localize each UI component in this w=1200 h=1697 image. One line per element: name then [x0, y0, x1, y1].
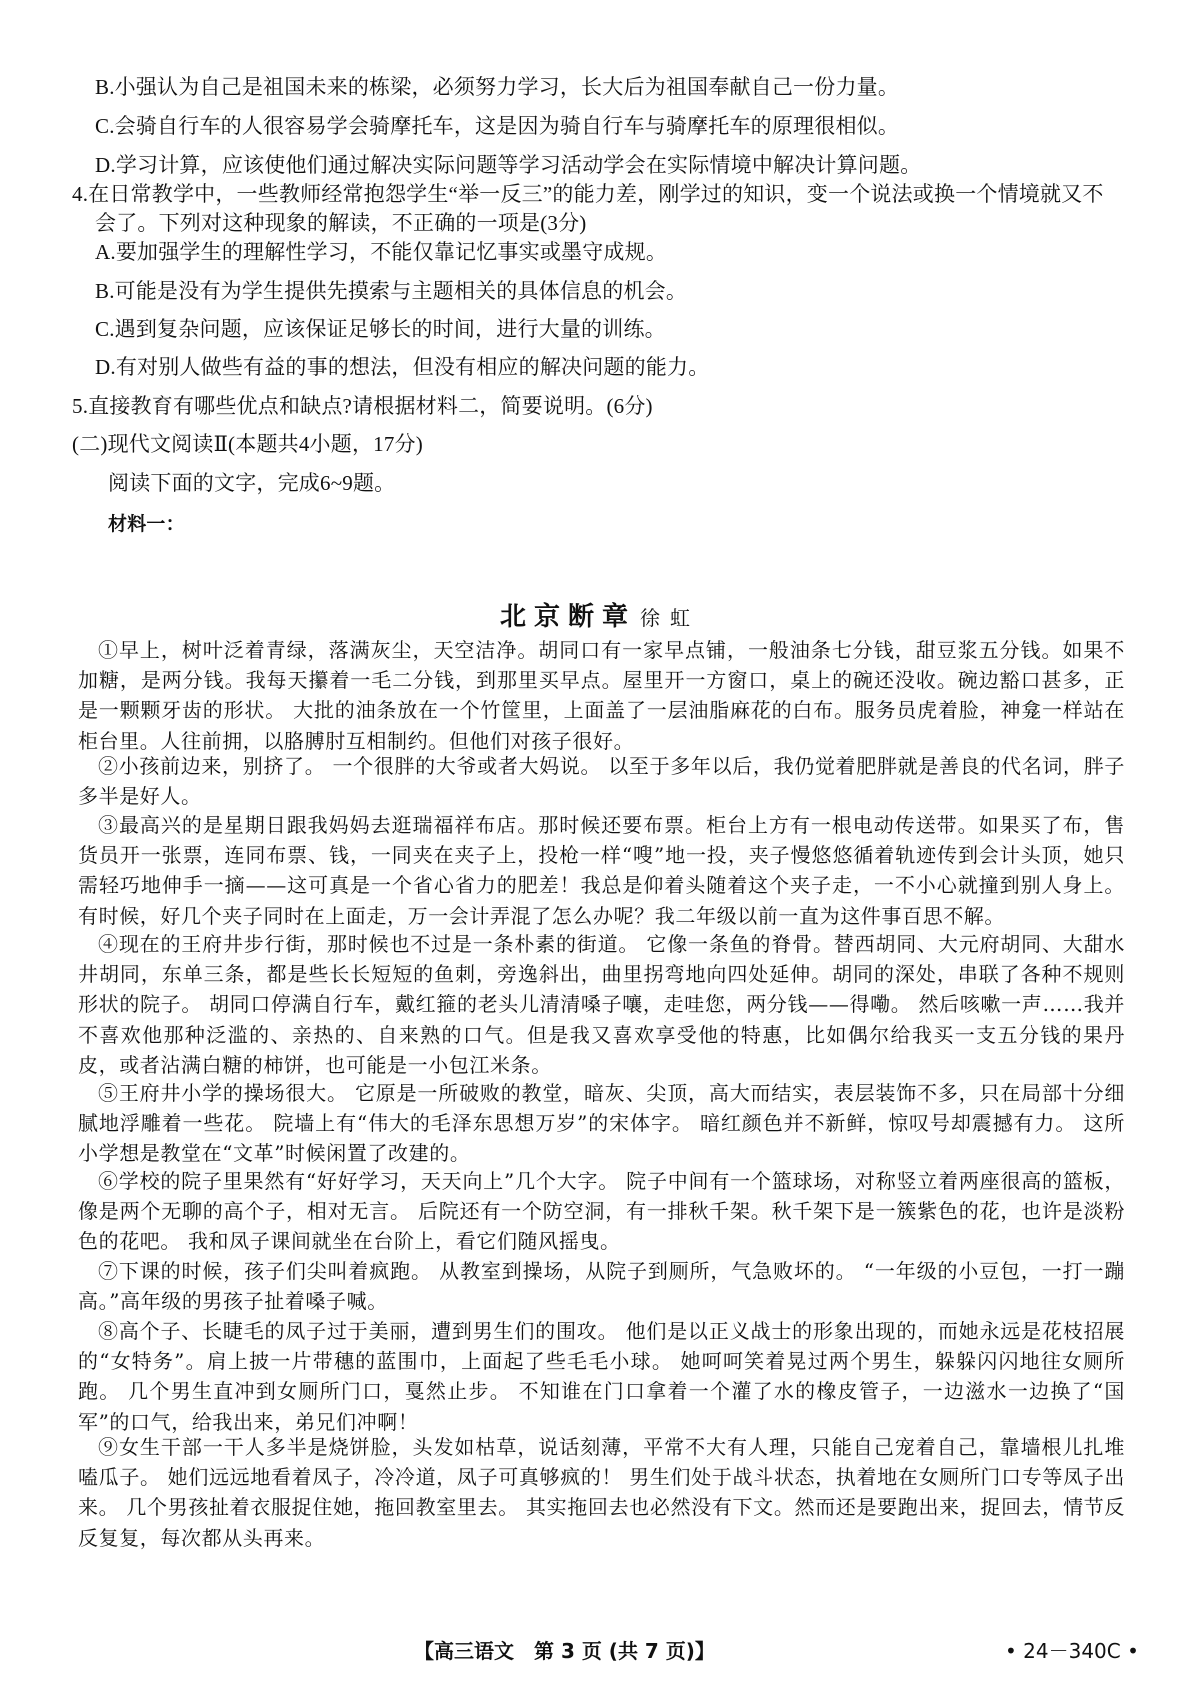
- q4-option-b: B.可能是没有为学生提供先摸索与主题相关的具体信息的机会。: [95, 279, 688, 303]
- q3-option-b: B.小强认为自己是祖国未来的栋梁，必须努力学习，长大后为祖国奉献自己一份力量。: [95, 75, 900, 99]
- article-title-row: [0, 596, 1200, 633]
- q4-option-c: C.遇到复杂问题，应该保证足够长的时间，进行大量的训练。: [95, 317, 666, 341]
- article-paragraph: ⑧高个子、长睫毛的凤子过于美丽，遭到男生们的围攻。 他们是以正义战士的形象出现的，而她永远是花枝招展的“女特务”。肩上披一片带穗的蓝围巾，上面起了些毛毛小球。 她呵呵笑着晃过两个男生，躲躲闪闪地往女厕所跑。 几个男生直冲到女厕所门口，戛然止步。 不知谁在门口拿着一个灌了水的橡皮管子，一边滋水一边换了“国军”的口气，给我出来，弟兄们冲啊！: [78, 1319, 1125, 1434]
- material-label: 材料一：: [108, 513, 185, 535]
- article-paragraph: ②小孩前边来，别挤了。 一个很胖的大爷或者大妈说。 以至于多年以后，我仍觉着肥胖就是善良的代名词，胖子多半是好人。: [78, 754, 1125, 809]
- article-paragraph: ⑦下课的时候，孩子们尖叫着疯跑。 从教室到操场，从院子到厕所，气急败坏的。 “一年级的小豆包，一打一蹦高。”高年级的男孩子扯着嗓子喊。: [78, 1259, 1125, 1314]
- page-footer-code: • 24－340C •: [1005, 1639, 1139, 1663]
- q4-stem-line2: 会了。下列对这种现象的解读，不正确的一项是(3分): [95, 211, 587, 235]
- q4-option-a: A.要加强学生的理解性学习，不能仅靠记忆事实或墨守成规。: [95, 240, 668, 264]
- q3-option-d: D.学习计算，应该使他们通过解决实际问题等学习活动学会在实际情境中解决计算问题。: [95, 153, 922, 177]
- q4-stem-line1: 4.在日常教学中，一些教师经常抱怨学生“举一反三”的能力差，刚学过的知识，变一个说法或换一个情境就又不: [72, 182, 1104, 206]
- article-paragraph: ③最高兴的是星期日跟我妈妈去逛瑞福祥布店。那时候还要布票。柜台上方有一根电动传送带。如果买了布，售货员开一张票，连同布票、钱，一同夹在夹子上，投枪一样“嗖”地一投，夹子慢悠悠循着轨迹传到会计头顶，她只需轻巧地伸手一摘——这可真是一个省心省力的肥差！我总是仰着头随着这个夹子走，一不小心就撞到别人身上。 有时候，好几个夹子同时在上面走，万一会计弄混了怎么办呢？我二年级以前一直为这件事百思不解。: [78, 813, 1125, 928]
- article-paragraph: ⑨女生干部一干人多半是烧饼脸，头发如枯草，说话刻薄，平常不大有人理，只能自己宠着自己，靠墙根儿扎堆嗑瓜子。 她们远远地看着凤子，冷冷道，凤子可真够疯的！ 男生们处于战斗状态，执着地在女厕所门口专等凤子出来。 几个男孩扯着衣服捉住她，拖回教室里去。 其实拖回去也必然没有下文。然而还是要跑出来，捉回去，情节反反复复，每次都从头再来。: [78, 1435, 1125, 1550]
- article-title: 北京断章: [499, 602, 636, 632]
- article-author: 徐虹: [640, 606, 700, 630]
- page-footer-center: 【高三语文 第 3 页 (共 7 页)】: [414, 1639, 715, 1663]
- article-paragraph: ①早上，树叶泛着青绿，落满灰尘，天空洁净。胡同口有一家早点铺，一般油条七分钱，甜豆浆五分钱。如果不加糖，是两分钱。我每天攥着一毛二分钱，到那里买早点。屋里开一方窗口，桌上的碗还没收。碗边豁口甚多，正是一颗颗牙齿的形状。 大批的油条放在一个竹筐里，上面盖了一层油脂麻花的白布。服务员虎着脸，神龛一样站在柜台里。人往前拥，以胳膊肘互相制约。但他们对孩子很好。: [78, 638, 1125, 753]
- q5-stem: 5.直接教育有哪些优点和缺点?请根据材料二，简要说明。(6分): [72, 394, 653, 418]
- reading-instruction: 阅读下面的文字，完成6~9题。: [108, 471, 396, 495]
- section-heading: (二)现代文阅读Ⅱ(本题共4小题，17分): [72, 432, 423, 456]
- q3-option-c: C.会骑自行车的人很容易学会骑摩托车，这是因为骑自行车与骑摩托车的原理很相似。: [95, 114, 900, 138]
- article-paragraph: ⑤王府井小学的操场很大。 它原是一所破败的教堂，暗灰、尖顶，高大而结实，表层装饰不多，只在局部十分细腻地浮雕着一些花。 院墙上有“伟大的毛泽东思想万岁”的宋体字。 暗红颜色并不新鲜，惊叹号却震撼有力。 这所小学想是教堂在“文革”时候闲置了改建的。: [78, 1081, 1125, 1166]
- article-paragraph: ⑥学校的院子里果然有“好好学习，天天向上”几个大字。 院子中间有一个篮球场，对称竖立着两座很高的篮板，像是两个无聊的高个子，相对无言。 后院还有一个防空洞，有一排秋千架。秋千架下是一簇紫色的花，也许是淡粉色的花吧。 我和凤子课间就坐在台阶上，看它们随风摇曳。: [78, 1169, 1125, 1254]
- q4-option-d: D.有对别人做些有益的事的想法，但没有相应的解决问题的能力。: [95, 355, 710, 379]
- article-paragraph: ④现在的王府井步行街，那时候也不过是一条朴素的街道。 它像一条鱼的脊骨。替西胡同、大元府胡同、大甜水井胡同，东单三条，都是些长长短短的鱼刺，旁逸斜出，曲里拐弯地向四处延伸。胡同的深处，串联了各种不规则形状的院子。 胡同口停满自行车，戴红箍的老头儿清清嗓子嚷，走哇您，两分钱——得嘞。 然后咳嗽一声……我并不喜欢他那种泛滥的、亲热的、自来熟的口气。但是我又喜欢享受他的特惠，比如偶尔给我买一支五分钱的果丹皮，或者沾满白糖的柿饼，也可能是一小包江米条。: [78, 932, 1125, 1077]
